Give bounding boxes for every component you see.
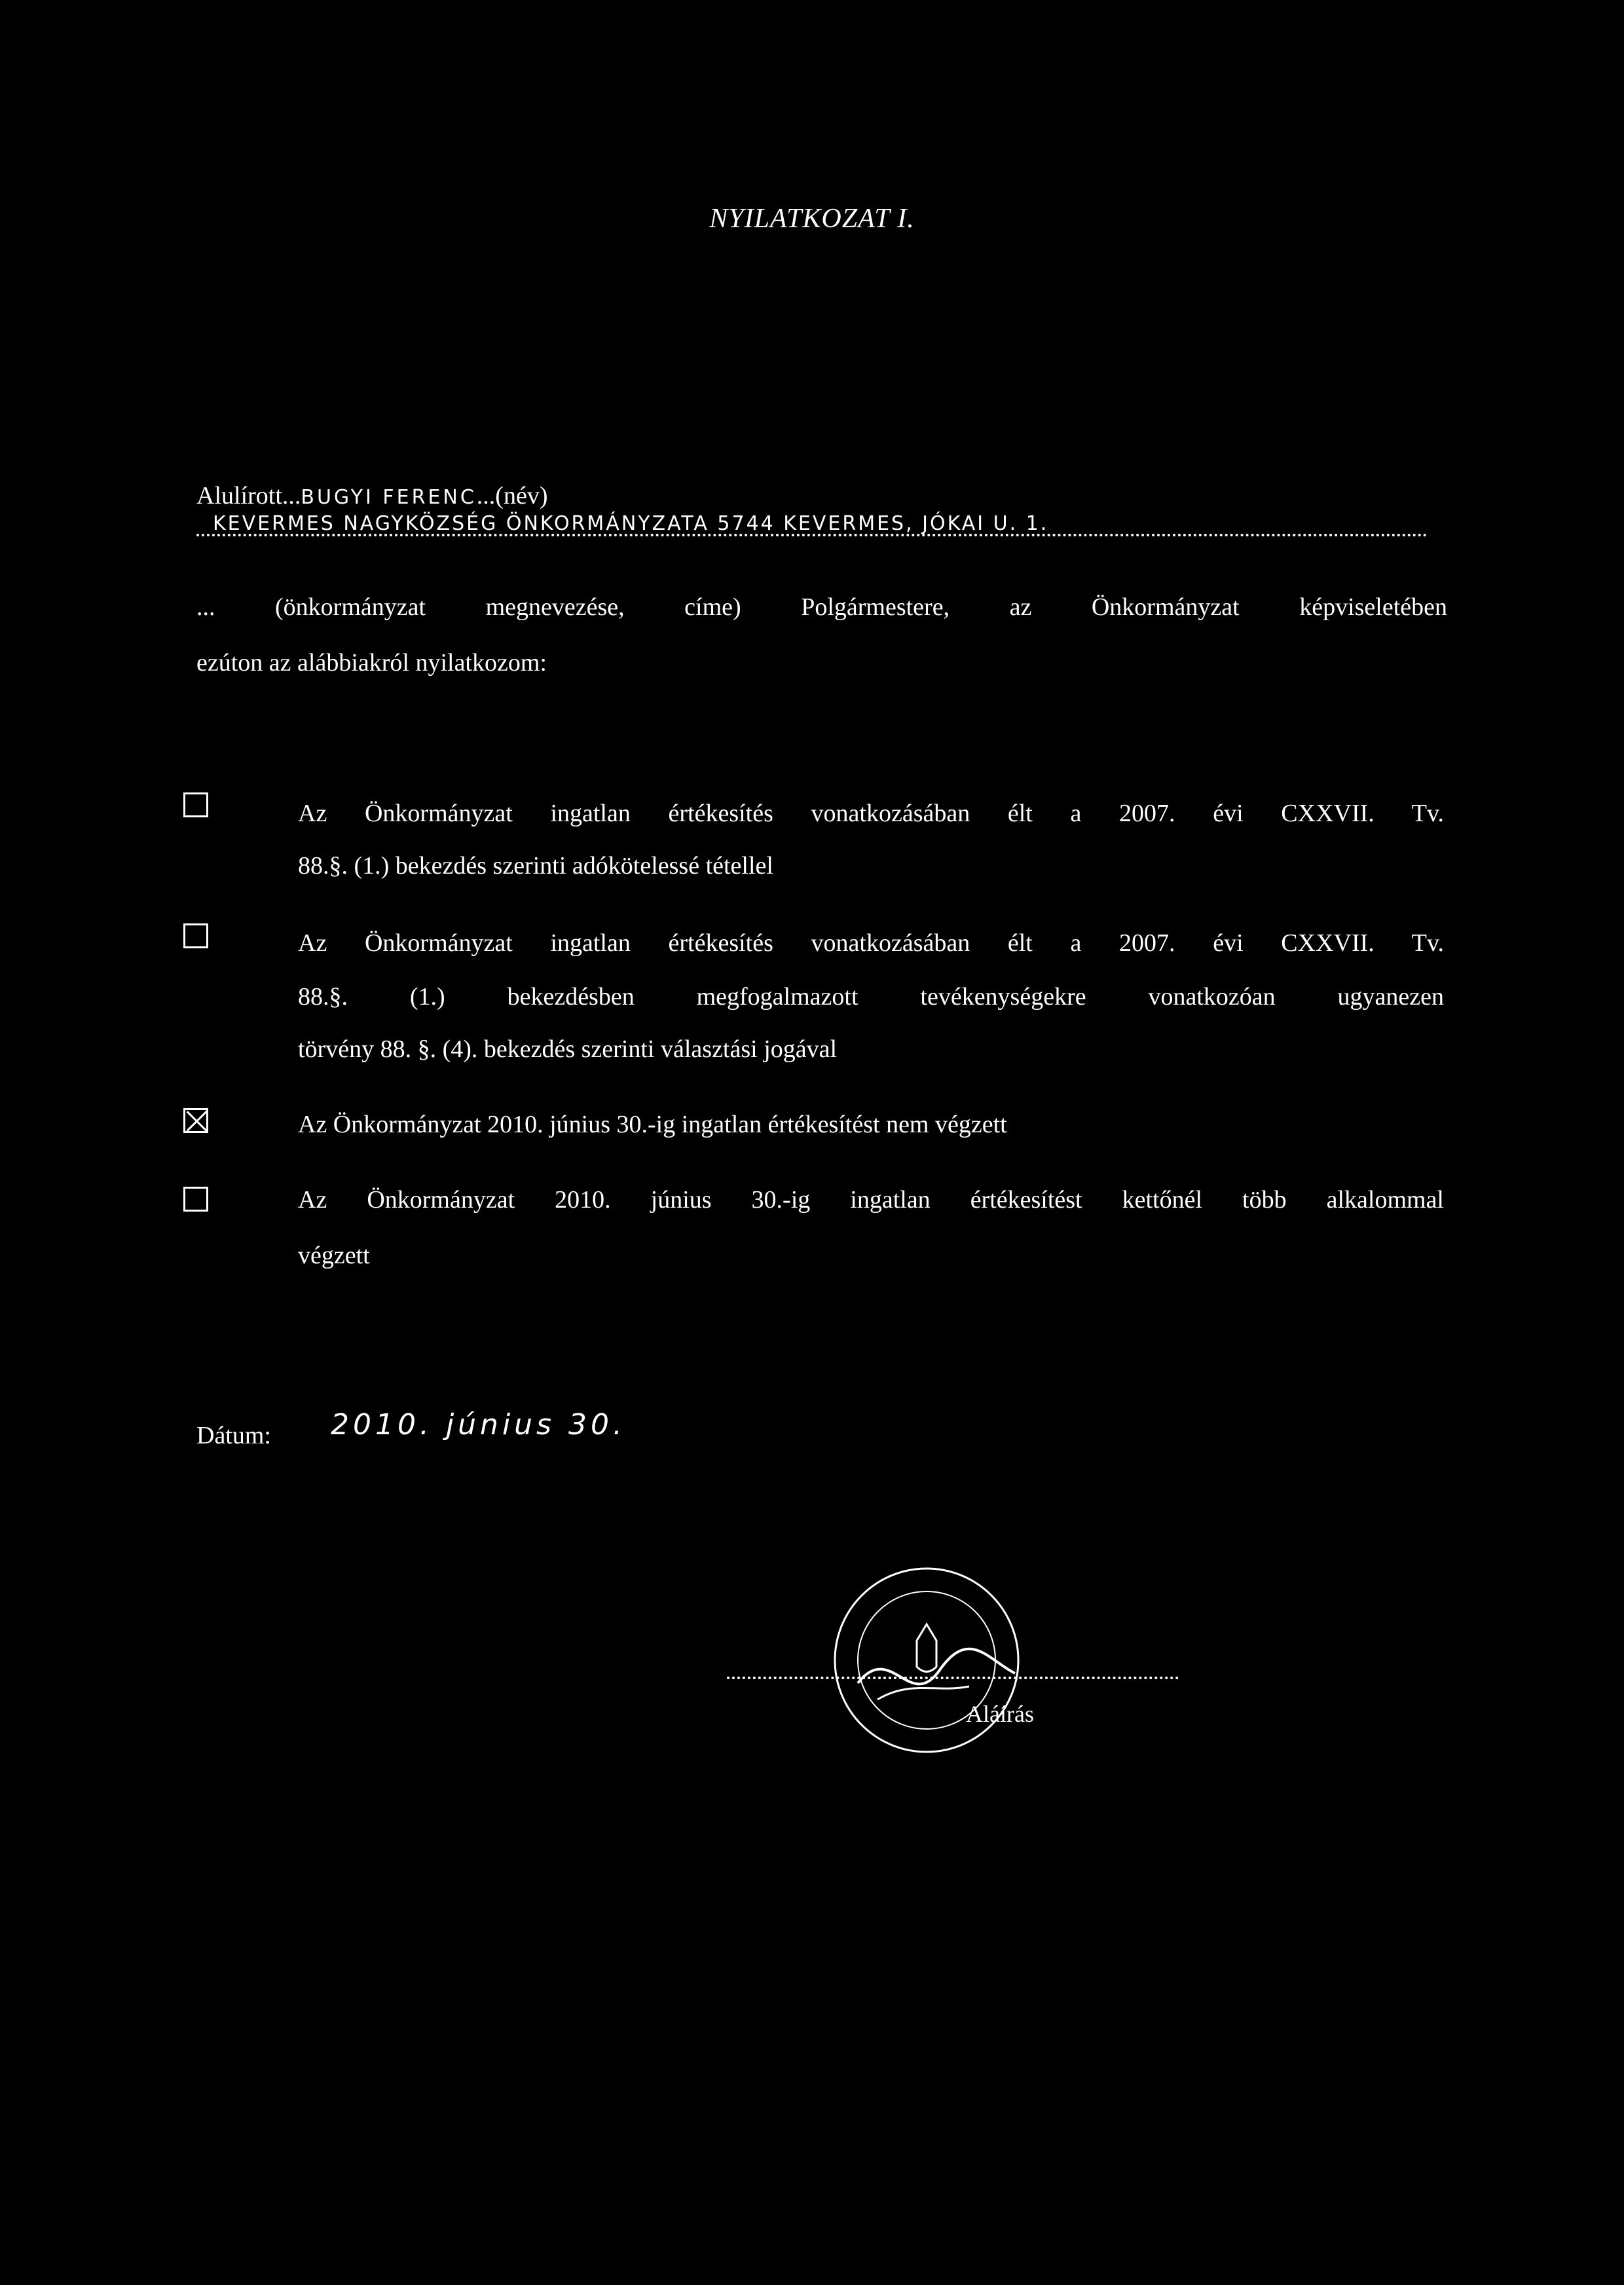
option-4-line-1: Az Önkormányzat 2010. június 30.-ig ingatlan értékesítést kettőnél több alkalommal: [298, 1186, 1444, 1214]
option-1-line-2: 88.§. (1.) bekezdés szerinti adókötelessé tétellel: [298, 852, 773, 880]
name-prefix: Alulírott...: [196, 482, 301, 510]
option-2-line-1: Az Önkormányzat ingatlan értékesítés vonatkozásában élt a 2007. évi CXXVII. Tv.: [298, 929, 1444, 957]
checkbox-option-2[interactable]: [183, 923, 208, 948]
name-line: [196, 481, 547, 512]
date-label: Dátum:: [196, 1422, 271, 1449]
signature-label: Aláírás: [966, 1701, 1034, 1727]
checkbox-option-1[interactable]: [183, 792, 208, 817]
date-handwritten: 2010. június 30.: [331, 1408, 626, 1441]
official-stamp: [819, 1562, 1035, 1758]
option-1-line-1: Az Önkormányzat ingatlan értékesítés vonatkozásában élt a 2007. évi CXXVII. Tv.: [298, 800, 1444, 827]
page-title: NYILATKOZAT I.: [709, 204, 915, 234]
intro-line-1: ... (önkormányzat megnevezése, címe) Polgármestere, az Önkormányzat képviseletében: [196, 593, 1447, 621]
name-suffix: ...(név): [476, 482, 548, 510]
checkbox-option-4[interactable]: [183, 1187, 208, 1212]
intro-line-2: ezúton az alábbiakról nyilatkozom:: [196, 649, 547, 677]
option-4-line-2: végzett: [298, 1242, 370, 1269]
option-3-line-1: Az Önkormányzat 2010. június 30.-ig ingatlan értékesítést nem végzett: [298, 1111, 1007, 1138]
option-2-line-2: 88.§. (1.) bekezdésben megfogalmazott tevékenységekre vonatkozóan ugyanezen: [298, 983, 1444, 1011]
municipality-handwritten: KEVERMES NAGYKÖZSÉG ÖNKORMÁNYZATA 5744 KEVERMES, JÓKAI U. 1.: [213, 512, 1049, 535]
handwritten-name: BUGYI FERENC: [301, 486, 477, 509]
option-2-line-3: törvény 88. §. (4). bekezdés szerinti választási jogával: [298, 1035, 838, 1063]
checkbox-option-3[interactable]: [183, 1108, 208, 1133]
